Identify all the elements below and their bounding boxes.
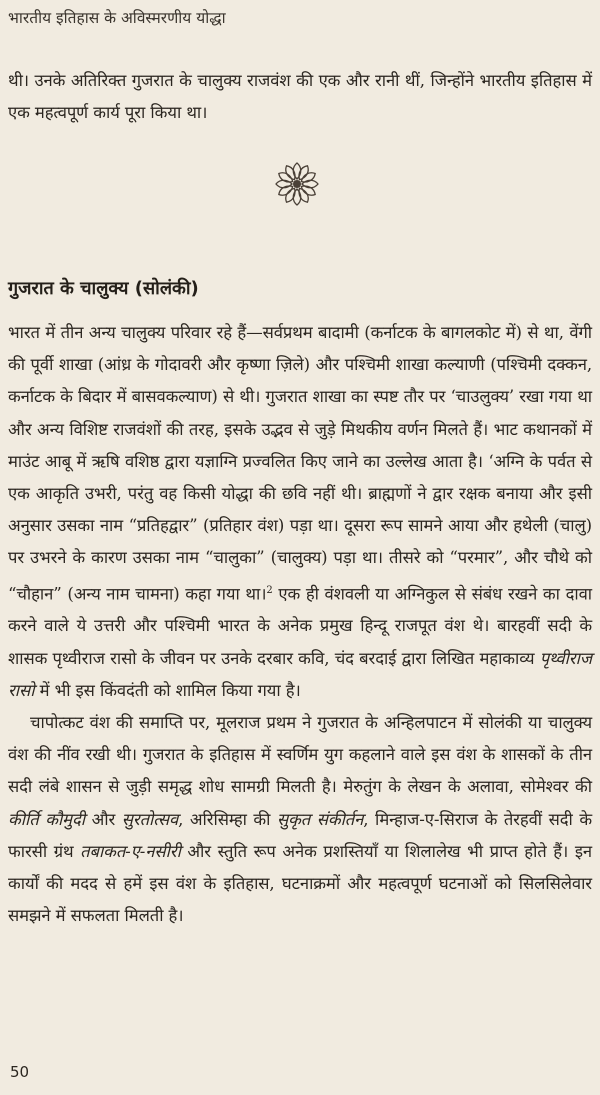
epic-title: पृथ्वीराज रासो <box>8 648 592 700</box>
running-header: भारतीय इतिहास के अविस्मरणीय योद्धा <box>8 9 226 27</box>
flower-ornament-icon <box>274 161 320 207</box>
section-heading: गुजरात के चालुक्य (सोलंकी) <box>8 278 199 299</box>
paragraph-2 <box>8 707 592 932</box>
paragraph-1 <box>8 317 592 707</box>
work-title-tabaqat-i-nasiri: तबाकत-ए-नसीरी <box>80 841 181 861</box>
paragraph-1-text-end: में भी इस किंवदंती को शामिल किया गया है। <box>34 680 301 700</box>
footnote-marker: 2 <box>266 584 273 596</box>
section-body <box>8 317 592 932</box>
intro-text: थी। उनके अतिरिक्त गुजरात के चालुक्य राजवंश की एक और रानी थीं, जिन्होंने भारतीय इतिहास में एक महत्वपूर्ण कार्य पूरा किया था। <box>8 71 592 123</box>
paragraph-2-text-cont-2: , मिन्हाज-ए-सिराज के तेरहवीं सदी के फारसी ग्रंथ <box>8 809 592 861</box>
paragraph-2-text-cont: , अरिसिम्हा की <box>178 809 277 829</box>
paragraph-1-text: भारत में तीन अन्य चालुक्य परिवार रहे हैं—सर्वप्रथम बादामी (कर्नाटक के बागलकोट में) से था, वेंगी की पूर्वी शाखा (आंध्र के गोदावरी और कृष्णा ज़िले) और पश्चिमी शाखा कल्याणी (पश्चिमी दक्कन, कर्नाटक के बिदार में बासवकल्याण) से थी। गुजरात शाखा का स्पष्ट तौर पर ‘चाउलुक्य’ रखा गया था और अन्य विशिष्ट राजवंशों की तरह, इसके उद्भव से जुड़े मिथकीय वर्णन मिलते हैं। भाट कथानकों में माउंट आबू में ऋषि वशिष्ठ द्वारा यज्ञाग्नि प्रज्वलित किए जाने का उल्लेख आता है। ‘अग्नि के पर्वत से एक आकृति उभरी, परंतु वह किसी योद्धा की छवि नहीं थी। ब्राह्मणों ने द्वार रक्षक बनाया और इसी अनुसार उसका नाम “प्रतिहद्वार” (प्रतिहार वंश) पड़ा था। दूसरा रूप सामने आया और हथेली (चालु) पर उभरने के कारण उसका नाम “चालुका” (चालुक्य) पड़ा था। तीसरे को “परमार”, और चौथे को “चौहान” (अन्य नाम चामना) कहा गया था। <box>8 323 592 604</box>
page-number: 50 <box>10 1063 30 1081</box>
intro-paragraph <box>8 65 592 129</box>
paragraph-1-text-cont: एक ही वंशवली या अग्निकुल से संबंध रखने का दावा करने वाले ये उत्तरी और पश्चिमी भारत के अनेक प्रमुख हिन्दू राजपूत वंश थे। बारहवीं सदी के शासक पृथ्वीराज रासो के जीवन पर उनके दरबार कवि, चंद बरदाई द्वारा लिखित महाकाव्य <box>8 584 593 668</box>
conjunction: और <box>84 809 122 829</box>
work-title-suratotsava: सुरतोत्सव <box>121 809 179 829</box>
work-title-kirti-kaumudi: कीर्ति कौमुदी <box>8 809 85 829</box>
work-title-sukrit-sankirtan: सुकृत संकीर्तन <box>277 809 364 829</box>
paragraph-2-text: चापोत्कट वंश की समाप्ति पर, मूलराज प्रथम ने गुजरात के अन्हिलपाटन में सोलंकी या चालुक्य वंश की नींव रखी थी। गुजरात के इतिहास में स्वर्णिम युग कहलाने वाले इस वंश के शासकों के तीन सदी लंबे शासन से जुड़ी समृद्ध शोध सामग्री मिलती है। मेरुतुंग के लेखन के अलावा, सोमेश्वर की <box>8 712 592 797</box>
paragraph-2-text-end: और स्तुति रूप अनेक प्रशस्तियाँ या शिलालेख भी प्राप्त होते हैं। इन कार्यों की मदद से हमें इस वंश के इतिहास, घटनाक्रमों और महत्वपूर्ण घटनाओं को सिलसिलेवार समझने में सफलता मिलती है। <box>8 841 592 926</box>
